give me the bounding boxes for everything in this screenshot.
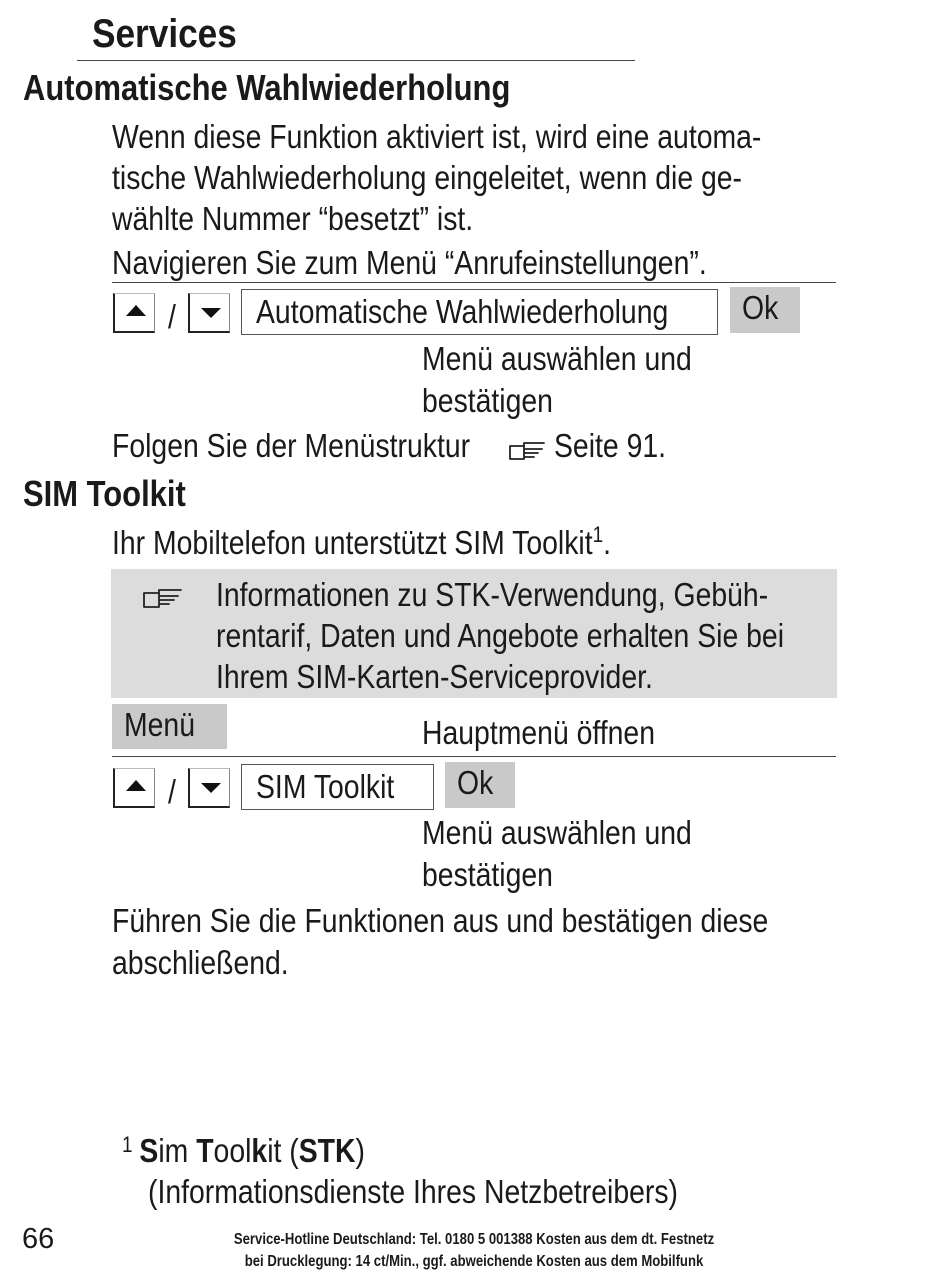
title-underline xyxy=(77,60,635,61)
down-key-2 xyxy=(188,768,230,808)
footnote-marker: 1 xyxy=(592,522,604,547)
down-key-1 xyxy=(188,293,230,333)
footnote-term-part: ) xyxy=(355,1132,365,1169)
note-box xyxy=(111,569,837,698)
step1-desc-line-2: bestätigen xyxy=(422,382,553,419)
ok-softkey-1 xyxy=(730,287,800,333)
redial-desc-line-3: wählte Nummer “besetzt” ist. xyxy=(112,200,474,237)
step1-desc-line-1: Menü auswählen und xyxy=(422,340,692,377)
sim-intro-text: Ihr Mobiltelefon unterstützt SIM Toolkit xyxy=(112,524,593,561)
note-line-2: rentarif, Daten und Angebote erhalten Sie bei xyxy=(216,617,785,654)
menu-item-box-sim xyxy=(241,764,434,810)
up-key-1 xyxy=(113,293,155,333)
step2-desc-line-2: bestätigen xyxy=(422,856,553,893)
ok-softkey-2 xyxy=(445,762,515,808)
sim-intro xyxy=(112,522,611,563)
closing-line-1: Führen Sie die Funktionen aus und bestätigen diese xyxy=(112,902,769,939)
footnote-term-part: S xyxy=(139,1132,159,1169)
footnote-term-part: T xyxy=(196,1132,214,1169)
step-divider-1 xyxy=(112,282,836,283)
section-heading-sim: SIM Toolkit xyxy=(23,473,186,514)
up-arrow-key-icon xyxy=(124,778,148,794)
up-key-2 xyxy=(113,768,155,808)
menu-softkey-desc: Hauptmenü öffnen xyxy=(422,714,656,751)
page-title: Services xyxy=(92,12,237,56)
note-line-3: Ihrem SIM-Karten-Serviceprovider. xyxy=(216,658,653,695)
step-divider-2 xyxy=(112,756,836,757)
slash-1: / xyxy=(168,298,176,335)
step2-desc-line-1: Menü auswählen und xyxy=(422,814,692,851)
ok-label-1: Ok xyxy=(742,289,779,326)
redial-desc-line-2: tische Wahlwiederholung eingeleitet, wenn die ge- xyxy=(112,159,743,196)
pointing-hand-icon xyxy=(141,583,185,609)
redial-navigate-text: Navigieren Sie zum Menü “Anrufeinstellungen”. xyxy=(112,244,707,281)
page-number: 66 xyxy=(22,1223,55,1255)
sim-intro-end: . xyxy=(603,524,612,561)
up-arrow-key-icon xyxy=(124,303,148,319)
footnote-term-part: STK xyxy=(298,1132,356,1169)
redial-desc-line-1: Wenn diese Funktion aktiviert ist, wird eine automa- xyxy=(112,118,762,155)
down-arrow-key-icon xyxy=(199,778,223,794)
pointing-hand-icon xyxy=(508,437,548,461)
menu-item-box-redial xyxy=(241,289,718,335)
closing-line-2: abschließend. xyxy=(112,944,289,981)
follow-page-ref: Seite 91. xyxy=(554,427,667,464)
footnote-line-2: (Informationsdienste Ihres Netzbetreibers) xyxy=(148,1173,679,1210)
footnote-term-part: it ( xyxy=(267,1132,299,1169)
ok-label-2: Ok xyxy=(457,764,494,801)
note-line-1: Informationen zu STK-Verwendung, Gebüh- xyxy=(216,576,769,613)
slash-2: / xyxy=(168,773,176,810)
footnote-line-1 xyxy=(122,1130,365,1171)
footnote-term-part: k xyxy=(251,1132,268,1169)
footnote-number: 1 xyxy=(122,1132,133,1157)
down-arrow-key-icon xyxy=(199,303,223,319)
menu-item-redial: Automatische Wahlwiederholung xyxy=(256,293,669,330)
footnote-term xyxy=(139,1132,365,1169)
footnote-term-part: im xyxy=(158,1132,197,1169)
section-heading-redial: Automatische Wahlwiederholung xyxy=(23,67,511,108)
menu-softkey-label: Menü xyxy=(124,706,196,743)
hotline-line-2: bei Drucklegung: 14 ct/Min., ggf. abweichende Kosten aus dem Mobilfunk xyxy=(244,1253,704,1270)
footnote-term-part: ool xyxy=(213,1132,252,1169)
menu-softkey xyxy=(112,704,227,749)
menu-item-sim-toolkit: SIM Toolkit xyxy=(256,768,395,805)
hotline-line-1: Service-Hotline Deutschland: Tel. 0180 5 001388 Kosten aus dem dt. Festnetz xyxy=(233,1231,715,1248)
follow-text: Folgen Sie der Menüstruktur xyxy=(112,427,471,464)
